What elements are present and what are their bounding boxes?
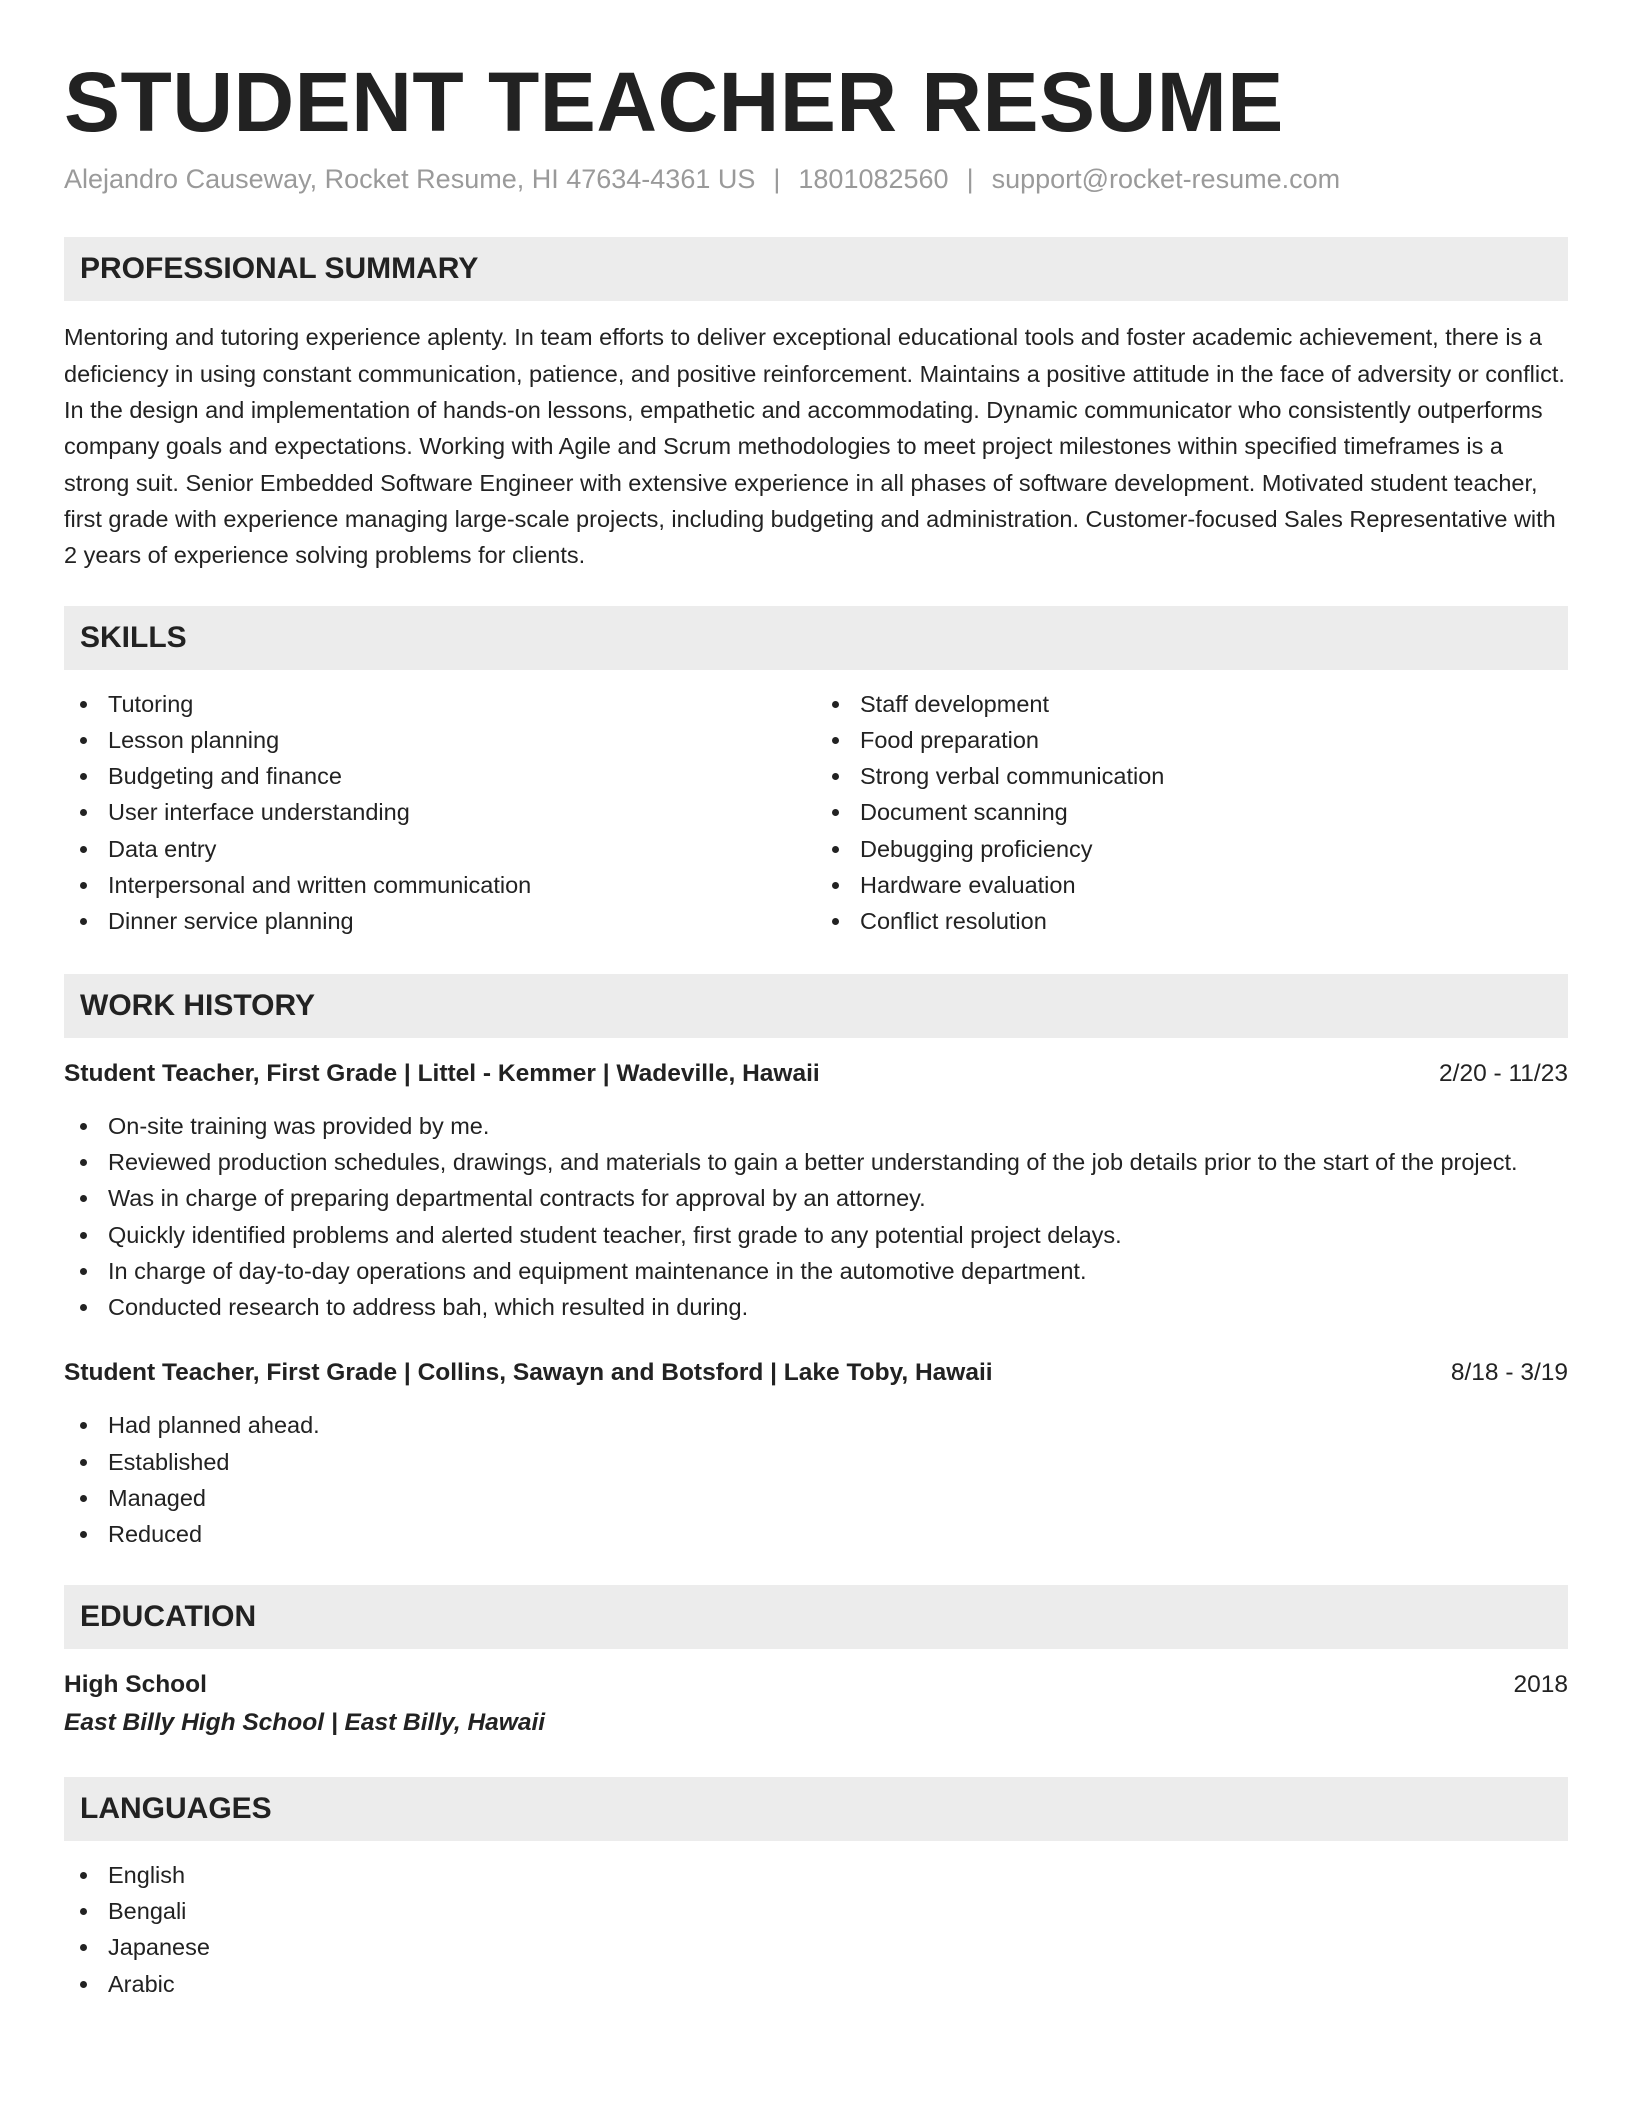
skill-item: Food preparation — [816, 722, 1568, 758]
job-bullet: Reviewed production schedules, drawings, and materials to gain a better understanding of the job details prior to the start of the project. — [64, 1144, 1568, 1180]
section-header-skills: SKILLS — [64, 606, 1568, 670]
contact-address: Alejandro Causeway, Rocket Resume, HI 47634-4361 US — [64, 164, 756, 195]
contact-separator: | — [773, 164, 781, 195]
job-bullet: Had planned ahead. — [64, 1407, 1568, 1443]
job-bullet: Established — [64, 1444, 1568, 1480]
skills-list-right — [816, 686, 1568, 940]
job-bullet: Reduced — [64, 1516, 1568, 1552]
skill-item: Dinner service planning — [64, 903, 816, 939]
section-header-summary: PROFESSIONAL SUMMARY — [64, 237, 1568, 301]
education-header — [64, 1667, 1568, 1703]
skills-columns — [64, 686, 1568, 940]
job-dates: 8/18 - 3/19 — [1450, 1359, 1568, 1387]
section-header-work-history: WORK HISTORY — [64, 974, 1568, 1038]
language-item: Arabic — [64, 1966, 1568, 2002]
education-degree: High School — [64, 1670, 207, 1698]
skill-item: User interface understanding — [64, 794, 816, 830]
skill-item: Debugging proficiency — [816, 831, 1568, 867]
job-bullet: Conducted research to address bah, which resulted in during. — [64, 1289, 1568, 1325]
job-header — [64, 1056, 1568, 1092]
skill-item: Staff development — [816, 686, 1568, 722]
section-header-education: EDUCATION — [64, 1585, 1568, 1649]
skill-item: Strong verbal communication — [816, 758, 1568, 794]
language-item: English — [64, 1857, 1568, 1893]
job-bullet: Quickly identified problems and alerted student teacher, first grade to any potential project delays. — [64, 1217, 1568, 1253]
job-title: Student Teacher, First Grade | Littel - Kemmer | Wadeville, Hawaii — [64, 1059, 820, 1087]
summary-text: Mentoring and tutoring experience aplenty. In team efforts to deliver exceptional educational tools and foster academic achievement, there is a deficiency in using constant communication, patience, and positive reinforcement. Maintains a positive attitude in the face of adversity or conflict. In the design and implementation of hands-on lessons, empathetic and accommodating. Dynamic communicator who consistently outperforms company goals and expectations. Working with Agile and Scrum methodologies to meet project milestones within specified timeframes is a strong suit. Senior Embedded Software Engineer with extensive experience in all phases of software development. Motivated student teacher, first grade with experience managing large-scale projects, including budgeting and administration. Customer-focused Sales Representative with 2 years of experience solving problems for clients. — [64, 324, 1565, 569]
job-bullets — [64, 1108, 1568, 1326]
job-bullet: In charge of day-to-day operations and equipment maintenance in the automotive department. — [64, 1253, 1568, 1289]
contact-email: support@rocket-resume.com — [991, 164, 1341, 195]
contact-separator: | — [966, 164, 974, 195]
contact-phone: 1801082560 — [798, 164, 949, 195]
job-title: Student Teacher, First Grade | Collins, Sawayn and Botsford | Lake Toby, Hawaii — [64, 1359, 993, 1387]
skill-item: Conflict resolution — [816, 903, 1568, 939]
section-header-languages: LANGUAGES — [64, 1777, 1568, 1841]
education-entry — [64, 1667, 1568, 1741]
skills-list-left — [64, 686, 816, 940]
education-school: East Billy High School | East Billy, Hawaii — [64, 1708, 546, 1736]
job-bullets — [64, 1407, 1568, 1552]
job-dates: 2/20 - 11/23 — [1439, 1059, 1568, 1087]
skill-item: Budgeting and finance — [64, 758, 816, 794]
job-entry — [64, 1355, 1568, 1552]
language-item: Japanese — [64, 1929, 1568, 1965]
language-item: Bengali — [64, 1893, 1568, 1929]
job-bullet: Was in charge of preparing departmental contracts for approval by an attorney. — [64, 1180, 1568, 1216]
skill-item: Document scanning — [816, 794, 1568, 830]
skill-item: Lesson planning — [64, 722, 816, 758]
job-entry — [64, 1056, 1568, 1326]
skill-item: Interpersonal and written communication — [64, 867, 816, 903]
skill-item: Data entry — [64, 831, 816, 867]
job-bullet: Managed — [64, 1480, 1568, 1516]
skill-item: Tutoring — [64, 686, 816, 722]
job-header — [64, 1355, 1568, 1391]
education-year: 2018 — [1513, 1670, 1568, 1698]
skill-item: Hardware evaluation — [816, 867, 1568, 903]
resume-title: STUDENT TEACHER RESUME — [64, 55, 1284, 149]
languages-list — [64, 1857, 1568, 2002]
contact-line — [64, 162, 1568, 197]
job-bullet: On-site training was provided by me. — [64, 1108, 1568, 1144]
